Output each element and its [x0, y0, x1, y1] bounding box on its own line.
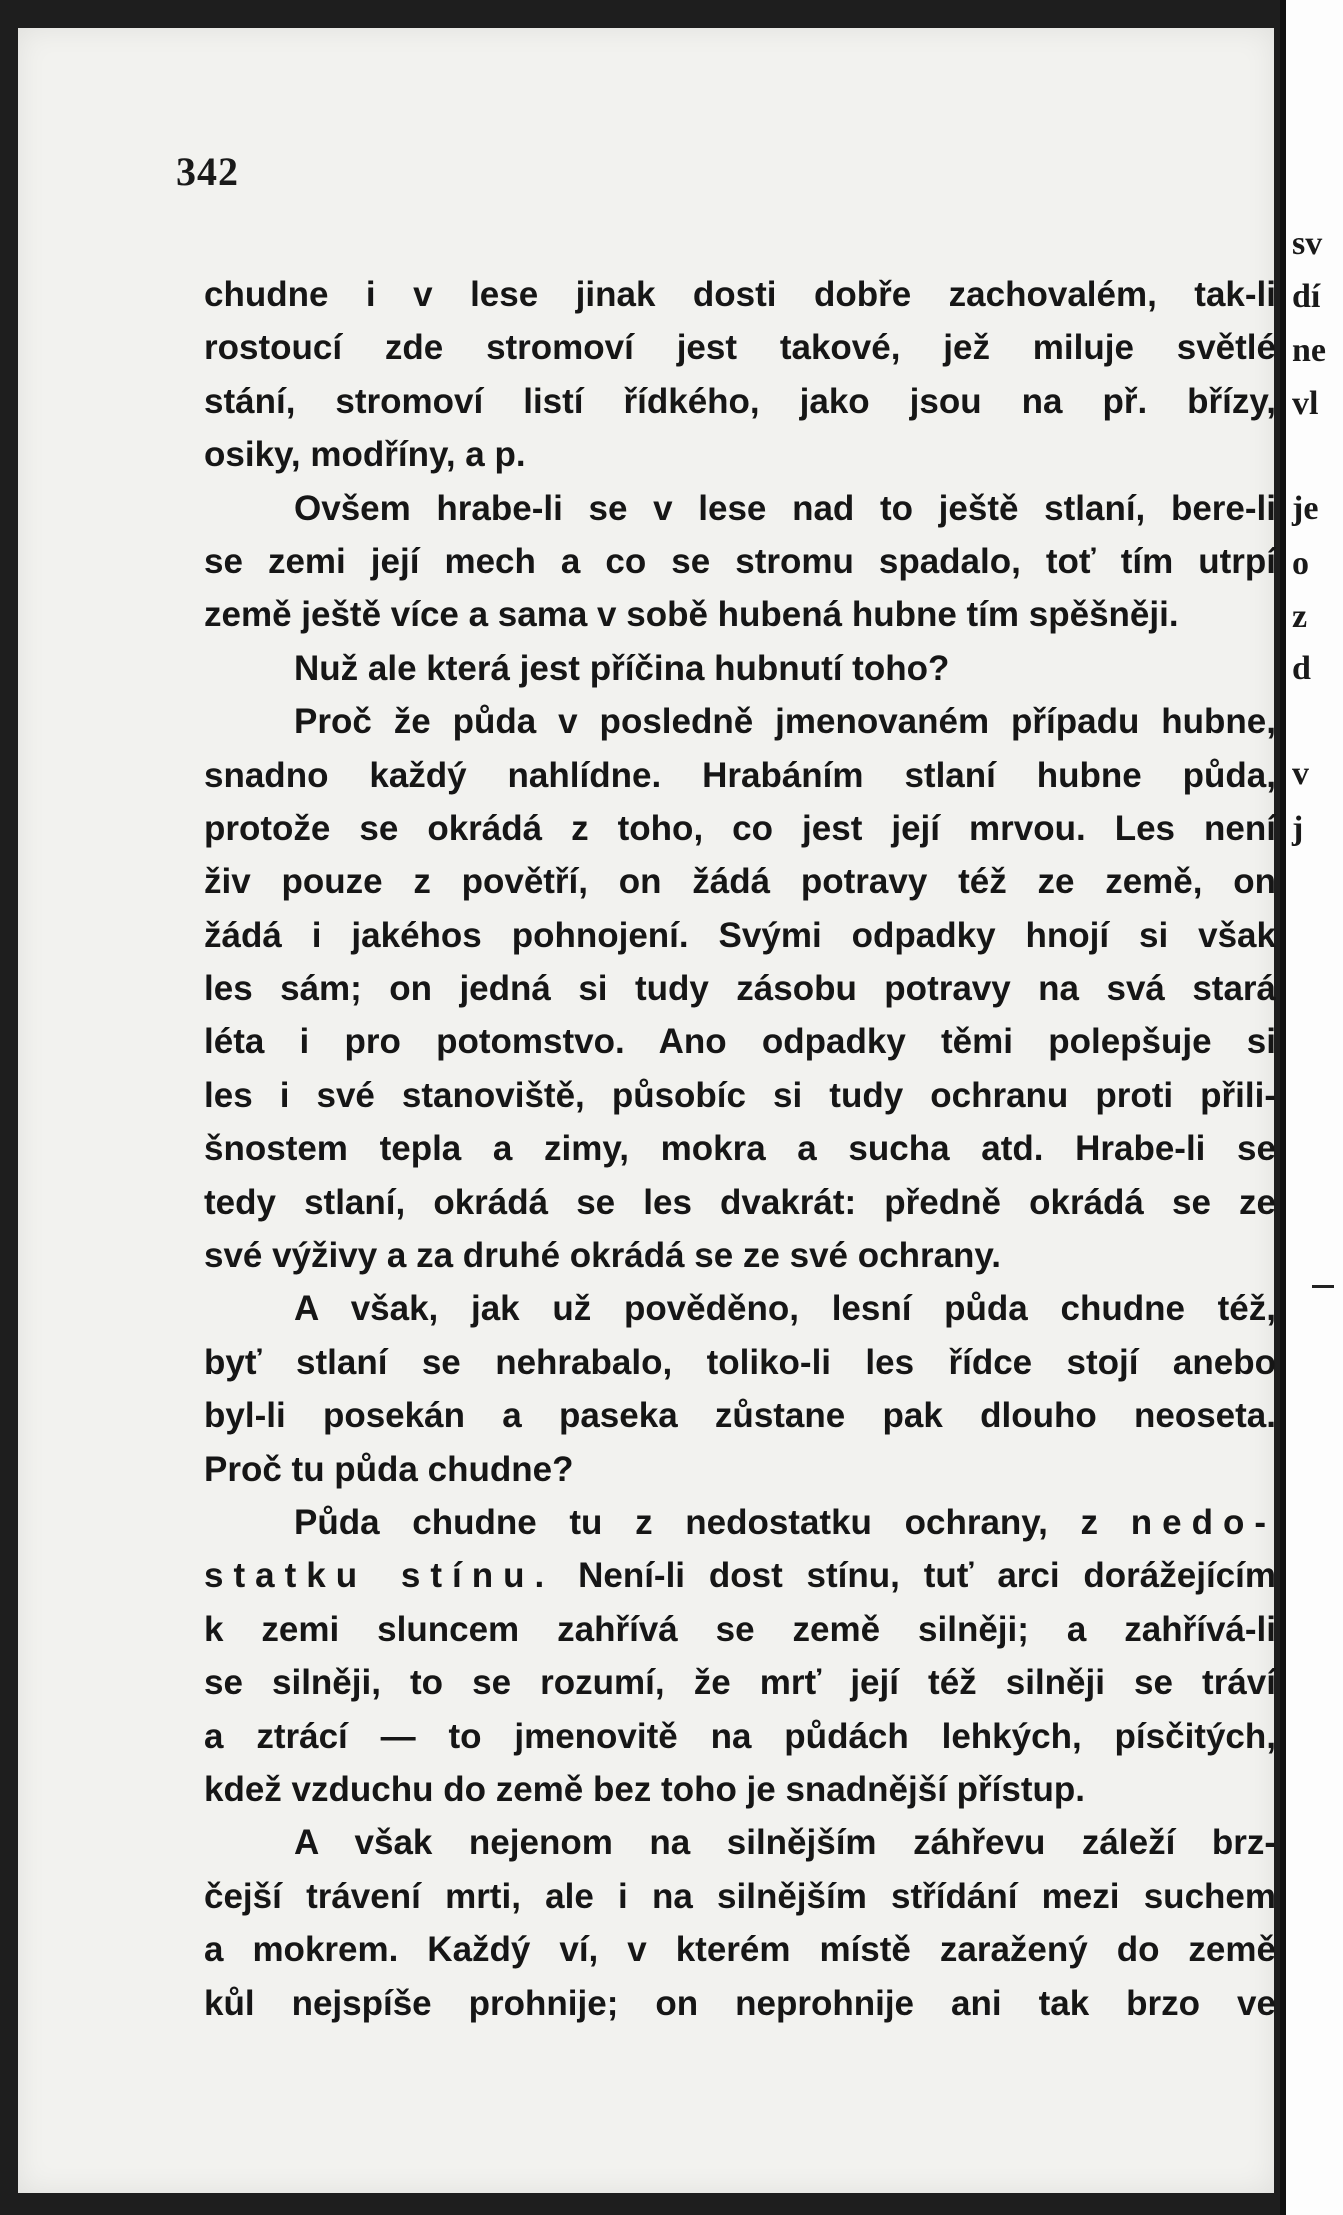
text-line: Půda chudne tu z nedostatku ochrany, z nedo-	[294, 1502, 1276, 1542]
adjacent-page-fragment: vl	[1292, 385, 1319, 422]
text-line: se zemi její mech a co se stromu spadalo, toť tím utrpí	[204, 541, 1276, 581]
adjacent-page-fragment: dí	[1292, 278, 1321, 315]
text-line: stání, stromoví listí řídkého, jako jsou na př. břízy,	[204, 381, 1276, 421]
text-line: byť stlaní se nehrabalo, toliko-li les řídce stojí anebo	[204, 1342, 1276, 1382]
emphasized-text: statku stínu.	[204, 1556, 555, 1596]
text-line: žádá i jakéhos pohnojení. Svými odpadky hnojí si však	[204, 915, 1276, 955]
body-text	[204, 268, 1276, 2030]
emphasized-text: nedo-	[1130, 1502, 1276, 1542]
text-line: se silněji, to se rozumí, že mrť její též silněji se tráví	[204, 1663, 1276, 1703]
text-line: snadno každý nahlídne. Hrabáním stlaní hubne půda,	[204, 755, 1276, 795]
text-line: Ovšem hrabe-li se v lese nad to ještě stlaní, bere-li	[294, 488, 1276, 528]
adjacent-page-fragment: ne	[1292, 332, 1326, 369]
text-line: rostoucí zde stromoví jest takové, jež miluje světlé	[204, 328, 1276, 368]
text-line: čejší trávení mrti, ale i na silnějším střídání mezi suchem	[204, 1876, 1276, 1916]
text-line: a mokrem. Každý ví, v kterém místě zaražený do země	[204, 1930, 1276, 1970]
text-line: A však nejenom na silnějším záhřevu záleží brz-	[294, 1823, 1276, 1863]
text-line: země ještě více a sama v sobě hubená hubne tím spěšněji.	[204, 595, 1179, 635]
adjacent-page-fragment: j	[1292, 810, 1304, 847]
adjacent-page-fragment: z	[1292, 598, 1308, 635]
text-line: les sám; on jedná si tudy zásobu potravy na svá stará	[204, 969, 1276, 1009]
adjacent-page-fragment: v	[1292, 755, 1309, 792]
text-line: tedy stlaní, okrádá se les dvakrát: předně okrádá se ze	[204, 1182, 1276, 1222]
text-line: léta i pro potomstvo. Ano odpadky těmi polepšuje si	[204, 1022, 1276, 1062]
text-line: Proč tu půda chudne?	[204, 1449, 574, 1489]
adjacent-page-fragment: d	[1292, 650, 1311, 687]
text-line: osiky, modříny, a p.	[204, 435, 526, 475]
text-line: a ztrácí — to jmenovitě na půdách lehkých, písčitých,	[204, 1716, 1276, 1756]
adjacent-page-fragment: sv	[1292, 225, 1323, 262]
text-line: své výživy a za druhé okrádá se ze své ochrany.	[204, 1236, 1002, 1276]
text-line: chudne i v lese jinak dosti dobře zachovalém, tak-li	[204, 275, 1276, 314]
text-line: Nuž ale která jest příčina hubnutí toho?	[294, 648, 950, 688]
book-page	[18, 28, 1274, 2193]
text-line: k zemi sluncem zahřívá se země silněji; a zahřívá-li	[204, 1609, 1276, 1649]
text-line: byl-li posekán a paseka zůstane pak dlouho neoseta.	[204, 1396, 1276, 1436]
text-line: les i své stanoviště, působíc si tudy ochranu proti přili-	[204, 1075, 1276, 1115]
adjacent-page-rule	[1312, 1285, 1334, 1288]
adjacent-page-edge	[1280, 0, 1343, 2215]
text-line: kůl nejspíše prohnije; on neprohnije ani tak brzo ve	[204, 1983, 1276, 2023]
text-line: kdež vzduchu do země bez toho je snadnější přístup.	[204, 1769, 1085, 1809]
text-line: A však, jak už pověděno, lesní půda chudne též,	[294, 1289, 1276, 1329]
text-line: protože se okrádá z toho, co jest její mrvou. Les není	[204, 808, 1276, 848]
page-number: 342	[176, 149, 239, 194]
text-line: statku stínu. Není-li dost stínu, tuť arci dorážejícím	[204, 1556, 1276, 1596]
adjacent-page-fragment: o	[1292, 545, 1309, 582]
text-line: Proč že půda v posledně jmenovaném případu hubne,	[294, 702, 1276, 742]
text-line: šnostem tepla a zimy, mokra a sucha atd. Hrabe-li se	[204, 1129, 1276, 1169]
text-line: živ pouze z povětří, on žádá potravy též ze země, on	[204, 862, 1276, 902]
adjacent-page-fragment: je	[1292, 490, 1319, 527]
